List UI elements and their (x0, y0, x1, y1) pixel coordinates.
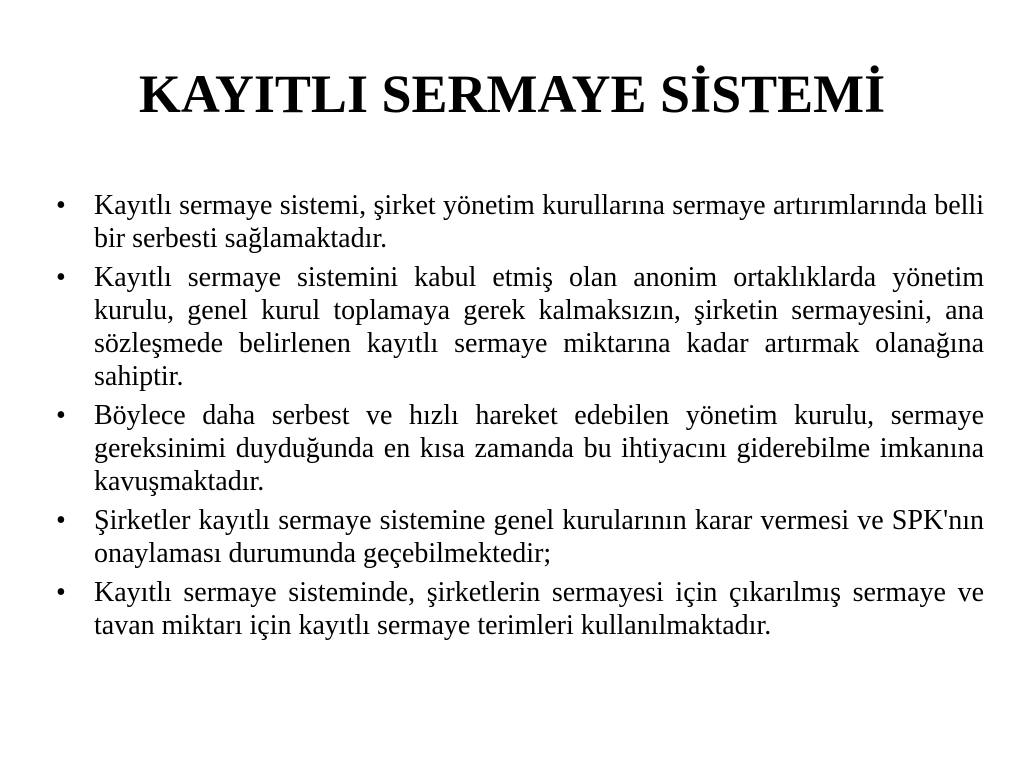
bullet-icon: • (56, 400, 66, 431)
bullet-text: Şirketler kayıtlı sermaye sistemine genel kurularının karar vermesi ve SPK'nın onaylaması durumunda geçebilmektedir; (94, 505, 984, 569)
bullet-text: Böylece daha serbest ve hızlı hareket edebilen yönetim kurulu, sermaye gereksinimi duyduğunda en kısa zamanda bu ihtiyacını giderebilme imkanına kavuşmaktadır. (94, 400, 984, 497)
bullet-icon: • (56, 262, 66, 293)
list-item (56, 576, 984, 642)
bullet-list (56, 189, 984, 648)
list-item (56, 189, 984, 255)
bullet-icon: • (56, 577, 66, 608)
list-item (56, 261, 984, 393)
bullet-text: Kayıtlı sermaye sistemini kabul etmiş olan anonim ortaklıklarda yönetim kurulu, genel kurul toplamaya gerek kalmaksızın, şirketin sermayesini, ana sözleşmede belirlenen kayıtlı sermaye miktarına kadar artırmak olanağına sahiptir. (94, 262, 984, 392)
bullet-icon: • (56, 505, 66, 536)
bullet-text: Kayıtlı sermaye sisteminde, şirketlerin sermayesi için çıkarılmış sermaye ve tavan miktarı için kayıtlı sermaye terimleri kullanılmaktadır. (94, 577, 984, 641)
list-item (56, 504, 984, 570)
slide-title: KAYITLI SERMAYE SİSTEMİ (138, 64, 886, 124)
bullet-text: Kayıtlı sermaye sistemi, şirket yönetim kurullarına sermaye artırımlarında belli bir serbesti sağlamaktadır. (94, 190, 984, 254)
list-item (56, 399, 984, 498)
bullet-icon: • (56, 190, 66, 221)
